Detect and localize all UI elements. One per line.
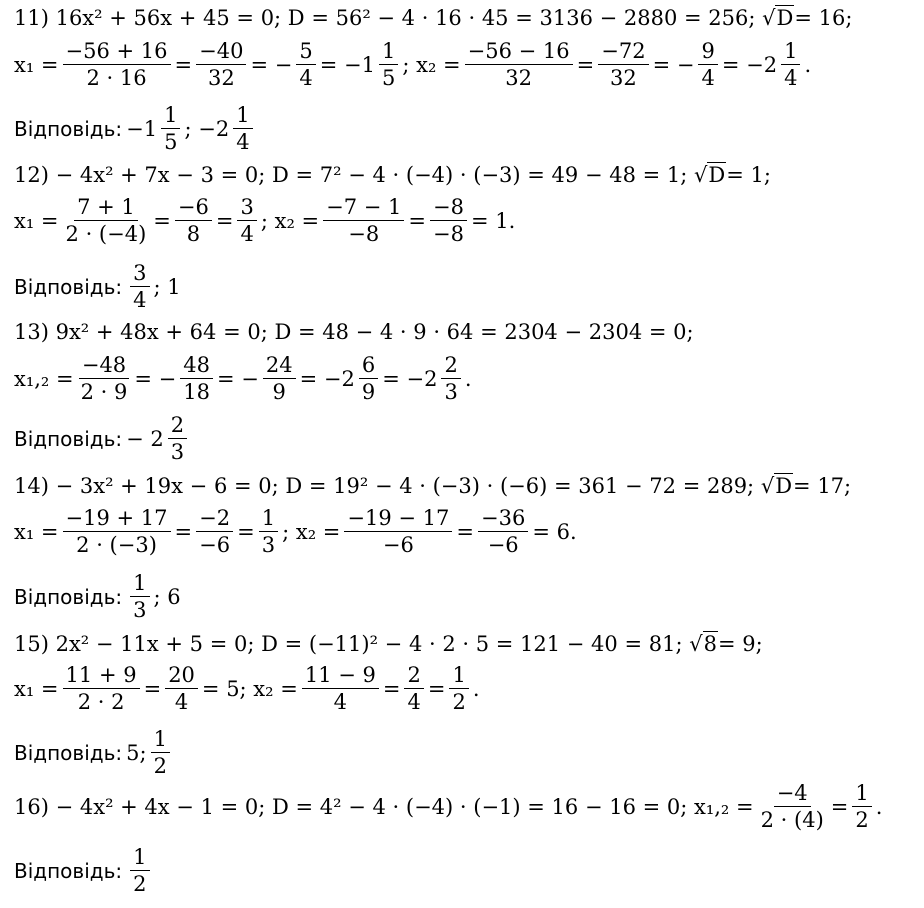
fraction (165, 664, 198, 714)
fraction (781, 40, 800, 90)
numerator: 11 + 9 (63, 664, 140, 689)
x12-label: x₁,₂ = (14, 367, 74, 392)
denominator: 4 (236, 130, 250, 155)
numerator: 2 (441, 354, 460, 379)
numerator: 1 (161, 104, 180, 129)
equals-sign: = (174, 53, 193, 78)
answer-tail: ; 1 (153, 275, 181, 300)
problem-14-roots (14, 507, 577, 557)
x2-label: = 5; x₂ = (201, 677, 298, 702)
problem-12-answer (14, 262, 181, 312)
fraction (63, 40, 171, 90)
sqrt-result: = 16; (794, 6, 853, 30)
numerator: −2 (196, 507, 233, 532)
numerator: 2 (404, 664, 423, 689)
fraction (430, 196, 467, 246)
fraction (63, 664, 140, 714)
numerator: 48 (180, 354, 213, 379)
radicand: D (775, 474, 793, 498)
x1-label: x₁ = (14, 520, 59, 545)
denominator: 9 (272, 380, 286, 405)
mixed-number-whole: − 2 (126, 427, 164, 452)
x1-label: x₁ = (14, 209, 59, 234)
numerator: −56 + 16 (63, 40, 171, 65)
fraction (196, 507, 233, 557)
fraction (698, 40, 717, 90)
problem-11-answer (14, 104, 257, 154)
denominator: 32 (610, 66, 637, 91)
denominator: 4 (784, 66, 798, 91)
result: = 6. (532, 520, 577, 545)
equals-sign: = (237, 520, 255, 545)
numerator: 1 (151, 728, 170, 753)
fraction (302, 664, 379, 714)
sqrt-result: = 1; (726, 163, 771, 187)
denominator: 2 · (−3) (76, 533, 157, 558)
equation-text: 16) − 4x² + 4x − 1 = 0; D = 4² − 4 · (−4) · (−1) = 16 − 16 = 0; x₁,₂ = (14, 795, 754, 820)
mixed-number-whole: = −2 (721, 53, 778, 78)
denominator: 2 (153, 754, 167, 779)
problem-11-equation (14, 6, 852, 30)
mixed-number-whole: −1 (126, 117, 158, 142)
fraction (263, 354, 296, 404)
problem-15-answer (14, 728, 174, 778)
denominator: 32 (505, 66, 532, 91)
fraction (323, 196, 404, 246)
fraction (449, 664, 468, 714)
numerator: 2 (168, 414, 187, 439)
answer-label: Відповідь: (14, 859, 123, 884)
numerator: 1 (449, 664, 468, 689)
denominator: 3 (444, 380, 458, 405)
denominator: 5 (381, 66, 396, 91)
radicand: D (708, 163, 726, 187)
sqrt-expression: √D (755, 6, 794, 30)
denominator: 2 · 16 (86, 66, 147, 91)
sqrt-result: = 9; (717, 632, 763, 656)
problem-13-roots (14, 354, 472, 404)
problem-13-equation (14, 320, 694, 344)
radicand: 8 (703, 632, 717, 656)
problem-14-answer (14, 572, 181, 622)
fraction (168, 414, 187, 464)
equation-text: 13) 9x² + 48x + 64 = 0; D = 48 − 4 · 9 · 64 = 2304 − 2304 = 0; (14, 320, 694, 344)
fraction (404, 664, 423, 714)
numerator: −4 (774, 782, 811, 807)
x1-label: x₁ = (14, 677, 59, 702)
fraction (379, 40, 398, 90)
operator: = − (652, 53, 695, 78)
answer-label: Відповідь: (14, 275, 123, 300)
period: . (472, 677, 480, 702)
period: . (464, 367, 472, 392)
answer-label: Відповідь: (14, 741, 123, 766)
fraction (259, 507, 278, 557)
numerator: 1 (379, 40, 398, 65)
equals-sign: = (408, 209, 427, 234)
fraction (196, 40, 246, 90)
numerator: −19 + 17 (63, 507, 171, 532)
answer-label: Відповідь: (14, 117, 123, 142)
period: . (875, 795, 883, 820)
mixed-number-whole: = −2 (382, 367, 438, 392)
equals-sign: = (427, 677, 446, 702)
answer-label: Відповідь: (14, 427, 123, 452)
problem-12-roots (14, 196, 515, 246)
equals-sign: = (830, 795, 849, 820)
operator: = − (134, 367, 177, 392)
fraction (441, 354, 460, 404)
fraction (130, 846, 149, 896)
fraction (359, 354, 378, 404)
denominator: 2 (855, 808, 869, 833)
denominator: −6 (382, 533, 414, 558)
denominator: 5 (164, 130, 178, 155)
denominator: 2 (133, 872, 147, 897)
numerator: −8 (430, 196, 467, 221)
equals-sign: = (215, 209, 234, 234)
denominator: 3 (170, 440, 185, 465)
problem-11-roots (14, 40, 811, 90)
numerator: −56 − 16 (465, 40, 573, 65)
denominator: 3 (133, 598, 147, 623)
numerator: 1 (130, 846, 149, 871)
denominator: 18 (183, 380, 210, 405)
equation-text: 12) − 4x² + 7x − 3 = 0; D = 7² − 4 · (−4) · (−3) = 49 − 48 = 1; (14, 163, 688, 187)
denominator: 2 · 9 (80, 380, 128, 405)
fraction (78, 354, 131, 404)
denominator: 2 · (4) (760, 808, 824, 833)
fraction (465, 40, 573, 90)
fraction (478, 507, 528, 557)
problem-12-equation (14, 163, 771, 187)
numerator: 3 (130, 262, 149, 287)
denominator: 4 (240, 222, 254, 247)
denominator: −6 (199, 533, 231, 558)
fraction (598, 40, 648, 90)
fraction (180, 354, 213, 404)
equals-sign: = (153, 209, 171, 234)
equation-text: 11) 16x² + 56x + 45 = 0; D = 56² − 4 · 16 · 45 = 3136 − 2880 = 256; (14, 6, 756, 30)
denominator: 4 (299, 66, 313, 91)
fraction (151, 728, 170, 778)
denominator: −6 (487, 533, 519, 558)
numerator: 20 (165, 664, 198, 689)
sqrt-expression: √D (754, 474, 793, 498)
mixed-number-whole: = −2 (299, 367, 355, 392)
radicand: D (776, 6, 794, 30)
operator: = − (250, 53, 293, 78)
fraction (852, 782, 871, 832)
denominator: 9 (361, 380, 376, 405)
denominator: 2 · (−4) (65, 222, 147, 247)
denominator: 2 · 2 (77, 690, 125, 715)
problem-16-equation (14, 782, 882, 832)
separator: ; −2 (184, 117, 230, 142)
denominator: 2 (452, 690, 466, 715)
numerator: 1 (852, 782, 871, 807)
numerator: 1 (259, 507, 278, 532)
x2-label: ; x₂ = (260, 209, 320, 234)
equation-text: 15) 2x² − 11x + 5 = 0; D = (−11)² − 4 · 2 · 5 = 121 − 40 = 81; (14, 632, 683, 656)
result: = 1. (470, 209, 516, 234)
numerator: 6 (359, 354, 378, 379)
numerator: 1 (130, 572, 149, 597)
numerator: −48 (79, 354, 129, 379)
numerator: 9 (698, 40, 717, 65)
denominator: 3 (261, 533, 276, 558)
denominator: 8 (186, 222, 201, 247)
denominator: −8 (433, 222, 464, 247)
fraction (233, 104, 252, 154)
equals-sign: = (174, 520, 193, 545)
denominator: 4 (333, 690, 348, 715)
x2-label: ; x₂ = (402, 53, 461, 78)
sqrt-expression: √8 (682, 632, 717, 656)
x2-label: ; x₂ = (282, 520, 341, 545)
numerator: −7 − 1 (323, 196, 404, 221)
numerator: −36 (478, 507, 528, 532)
fraction (296, 40, 315, 90)
fraction (175, 196, 212, 246)
equation-text: 14) − 3x² + 19x − 6 = 0; D = 19² − 4 · (−3) · (−6) = 361 − 72 = 289; (14, 474, 755, 498)
equals-sign: = (576, 53, 595, 78)
problem-15-equation (14, 632, 763, 656)
equals-sign: = (143, 677, 162, 702)
answer-tail: ; 6 (153, 585, 181, 610)
fraction (130, 262, 149, 312)
operator: = − (217, 367, 259, 392)
answer-label: Відповідь: (14, 585, 123, 610)
fraction (130, 572, 149, 622)
numerator: −72 (598, 40, 648, 65)
numerator: 24 (263, 354, 296, 379)
denominator: 4 (133, 288, 147, 313)
equals-sign: = (456, 520, 475, 545)
denominator: 4 (407, 690, 421, 715)
period: . (804, 53, 812, 78)
fraction (237, 196, 256, 246)
problem-15-roots (14, 664, 480, 714)
fraction (758, 782, 827, 832)
fraction (63, 196, 150, 246)
equals-sign: = (382, 677, 401, 702)
numerator: 5 (296, 40, 315, 65)
sqrt-result: = 17; (793, 474, 852, 498)
numerator: −40 (196, 40, 246, 65)
sqrt-expression: √D (687, 163, 726, 187)
numerator: 11 − 9 (302, 664, 379, 689)
mixed-number-whole: = −1 (319, 53, 375, 78)
problem-13-answer (14, 414, 191, 464)
numerator: −19 − 17 (344, 507, 452, 532)
fraction (344, 507, 452, 557)
fraction (63, 507, 171, 557)
numerator: −6 (175, 196, 212, 221)
numerator: 3 (237, 196, 256, 221)
answer-value: 5; (126, 741, 147, 766)
numerator: 1 (781, 40, 800, 65)
denominator: 4 (701, 66, 715, 91)
problem-16-answer (14, 846, 154, 896)
problem-14-equation (14, 474, 851, 498)
denominator: 32 (207, 66, 235, 91)
numerator: 1 (233, 104, 252, 129)
x1-label: x₁ = (14, 53, 59, 78)
numerator: 7 + 1 (74, 196, 138, 221)
denominator: 4 (174, 690, 189, 715)
denominator: −8 (348, 222, 380, 247)
fraction (161, 104, 180, 154)
